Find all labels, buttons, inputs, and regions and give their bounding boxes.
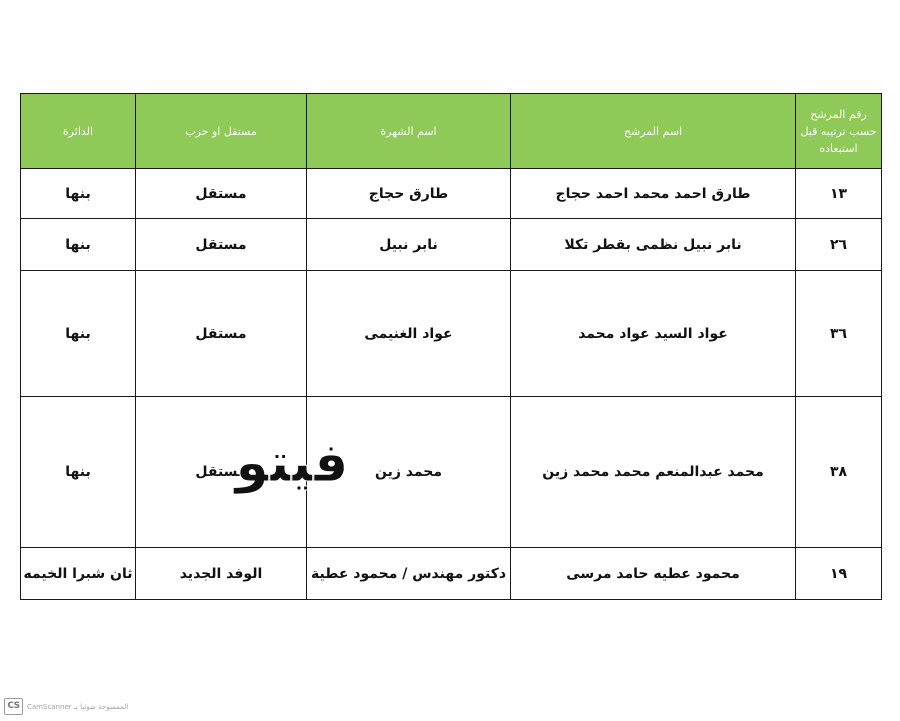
header-name: اسم المرشح bbox=[511, 94, 796, 169]
cell-name: محمد عبدالمنعم محمد محمد زين bbox=[511, 397, 796, 548]
cell-district: بنها bbox=[21, 219, 136, 271]
camscanner-text: CamScanner الممسوحة ضوئيا بـ bbox=[27, 702, 129, 711]
cell-name: طارق احمد محمد احمد حجاج bbox=[511, 169, 796, 219]
table-row bbox=[21, 219, 882, 271]
header-nickname: اسم الشهرة bbox=[307, 94, 511, 169]
table-row bbox=[21, 397, 882, 548]
cell-affiliation: مستقل bbox=[136, 219, 307, 271]
cell-number: ١٣ bbox=[796, 169, 882, 219]
cell-district: ثان شبرا الخيمه bbox=[21, 548, 136, 600]
cell-nickname: دكتور مهندس / محمود عطية bbox=[307, 548, 511, 600]
cell-number: ٢٦ bbox=[796, 219, 882, 271]
cell-district: بنها bbox=[21, 169, 136, 219]
cell-district: بنها bbox=[21, 271, 136, 397]
cell-name: عواد السيد عواد محمد bbox=[511, 271, 796, 397]
cell-affiliation: مستقل bbox=[136, 271, 307, 397]
header-district: الدائرة bbox=[21, 94, 136, 169]
table-row bbox=[21, 169, 882, 219]
cell-nickname: محمد زين bbox=[307, 397, 511, 548]
cell-nickname: عواد الغنيمى bbox=[307, 271, 511, 397]
cell-number: ٣٦ bbox=[796, 271, 882, 397]
camscanner-badge bbox=[4, 698, 128, 715]
camscanner-logo-icon: CS bbox=[4, 698, 23, 715]
table-row bbox=[21, 548, 882, 600]
header-affiliation: مستقل او حزب bbox=[136, 94, 307, 169]
cell-number: ١٩ bbox=[796, 548, 882, 600]
table-row bbox=[21, 271, 882, 397]
cell-affiliation: الوفد الجديد bbox=[136, 548, 307, 600]
cell-nickname: طارق حجاج bbox=[307, 169, 511, 219]
cell-name: محمود عطيه حامد مرسى bbox=[511, 548, 796, 600]
cell-affiliation: مستقل bbox=[136, 397, 307, 548]
cell-name: نابر نبيل نظمى بقطر تكلا bbox=[511, 219, 796, 271]
cell-affiliation: مستقل bbox=[136, 169, 307, 219]
header-row bbox=[21, 94, 882, 169]
cell-district: بنها bbox=[21, 397, 136, 548]
vito-watermark-logo bbox=[222, 428, 362, 498]
cell-number: ٣٨ bbox=[796, 397, 882, 548]
watermark-text: فيتو bbox=[235, 431, 349, 494]
candidates-table bbox=[20, 93, 882, 600]
header-number: رقم المرشح حسب ترتيبه قبل استبعاده bbox=[796, 94, 882, 169]
cell-nickname: نابر نبيل bbox=[307, 219, 511, 271]
